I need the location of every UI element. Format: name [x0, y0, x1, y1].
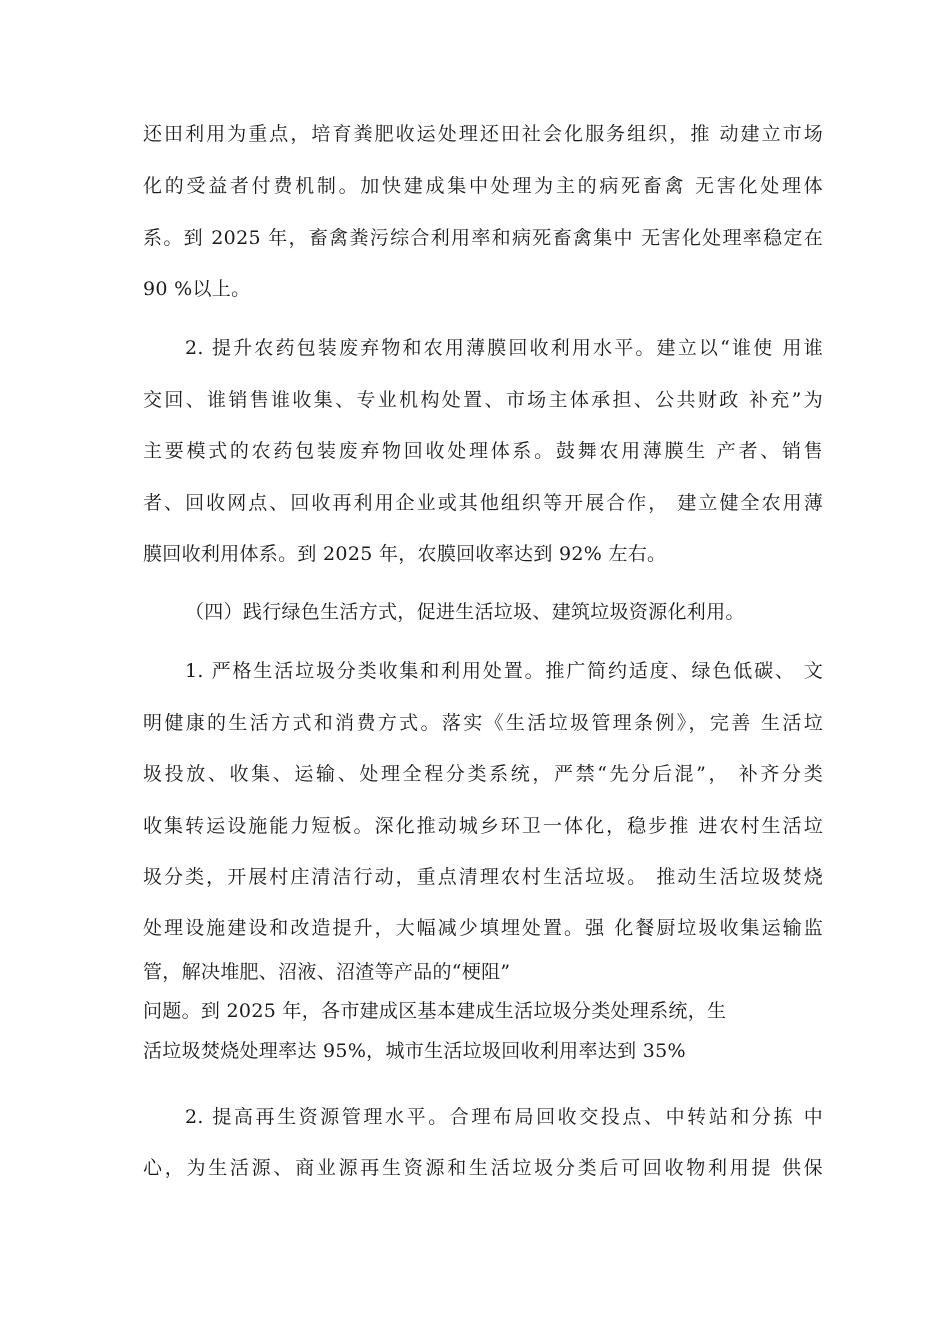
paragraph-1-line-3: 系。到 2025 年，畜禽粪污综合利用率和病死畜禽集中 无害化处理率稳定在 — [143, 227, 823, 249]
paragraph-2-line-4: 者、回收网点、回收再利用企业或其他组织等开展合作， 建立健全农用薄 — [143, 492, 823, 514]
paragraph-4-line-2: 心，为生活源、商业源再生资源和生活垃圾分类后可回收物利用提 供保 — [143, 1157, 823, 1179]
paragraph-4-line-1: 2. 提高再生资源管理水平。合理布局回收交投点、中转站和分拣 中 — [185, 1106, 823, 1128]
paragraph-3-line-4: 收集转运设施能力短板。深化推动城乡环卫一体化，稳步推 进农村生活垃 — [143, 815, 823, 837]
paragraph-2-line-5: 膜回收利用体系。到 2025 年，农膜回收率达到 92% 左右。 — [143, 543, 667, 565]
paragraph-2-line-3: 主要模式的农药包装废弃物回收处理体系。鼓舞农用薄膜生 产者、销售 — [143, 440, 823, 462]
paragraph-1-line-4: 90 %以上。 — [143, 278, 251, 300]
paragraph-1-line-1: 还田利用为重点，培育粪肥收运处理还田社会化服务组织，推 动建立市场 — [143, 123, 823, 145]
paragraph-3-line-6: 处理设施建设和改造提升，大幅减少填埋处置。强 化餐厨垃圾收集运输监 — [143, 917, 823, 939]
paragraph-3-line-1: 1. 严格生活垃圾分类收集和利用处置。推广简约适度、绿色低碳、 文 — [185, 660, 823, 682]
section-heading: （四）践行绿色生活方式，促进生活垃圾、建筑垃圾资源化利用。 — [185, 601, 745, 623]
paragraph-3-line-9: 活垃圾焚烧处理率达 95%，城市生活垃圾回收利用率达到 35% — [143, 1040, 686, 1062]
paragraph-3-line-2: 明健康的生活方式和消费方式。落实《生活垃圾管理条例》，完善 生活垃 — [143, 712, 823, 734]
paragraph-2-line-1: 2. 提升农药包装废弃物和农用薄膜回收利用水平。建立以“谁使 用谁 — [185, 337, 823, 359]
paragraph-2-line-2: 交回、谁销售谁收集、专业机构处置、市场主体承担、公共财政 补充”为 — [143, 389, 823, 411]
paragraph-3-line-3: 圾投放、收集、运输、处理全程分类系统，严禁“先分后混”， 补齐分类 — [143, 763, 823, 785]
paragraph-1-line-2: 化的受益者付费机制。加快建成集中处理为主的病死畜禽 无害化处理体 — [143, 175, 823, 197]
paragraph-3-line-8: 问题。到 2025 年，各市建成区基本建成生活垃圾分类处理系统，生 — [143, 1000, 727, 1022]
paragraph-3-line-7: 管，解决堆肥、沼液、沼渣等产品的“梗阻” — [143, 961, 511, 983]
paragraph-3-line-5: 圾分类，开展村庄清洁行动，重点清理农村生活垃圾。 推动生活垃圾焚烧 — [143, 866, 823, 888]
